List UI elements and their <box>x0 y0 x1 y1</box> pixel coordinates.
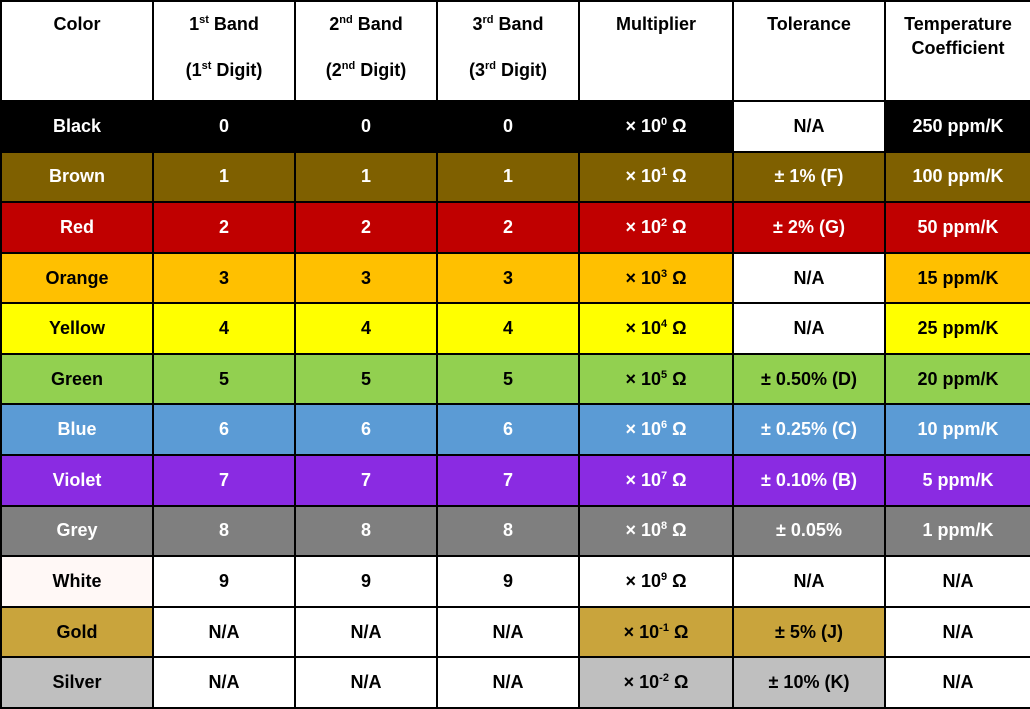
band1-digit-cell: 6 <box>153 404 295 455</box>
multiplier-exponent: 3 <box>660 267 668 280</box>
band3-digit-cell: 5 <box>437 354 579 405</box>
multiplier-base: × 10 <box>625 267 661 288</box>
band1-digit-cell: 5 <box>153 354 295 405</box>
band2-digit-cell: N/A <box>295 607 437 658</box>
band3-digit-cell: 2 <box>437 202 579 253</box>
multiplier-base: × 10 <box>625 520 661 541</box>
band3-digit-cell: 1 <box>437 152 579 203</box>
band2-digit-cell: 7 <box>295 455 437 506</box>
tolerance-cell: N/A <box>733 253 885 304</box>
multiplier-unit: Ω <box>673 621 689 642</box>
band3-digit-cell: N/A <box>437 607 579 658</box>
multiplier-cell <box>579 152 733 203</box>
table-row <box>1 607 1030 658</box>
tolerance-cell: N/A <box>733 101 885 152</box>
multiplier-exponent: 9 <box>660 570 668 583</box>
band2-digit-cell: N/A <box>295 657 437 708</box>
multiplier-exponent: 7 <box>660 469 668 482</box>
tolerance-cell: ± 1% (F) <box>733 152 885 203</box>
table-row <box>1 202 1030 253</box>
color-name-cell: Silver <box>1 657 153 708</box>
table-row <box>1 657 1030 708</box>
temperature-coefficient-cell: 1 ppm/K <box>885 506 1030 557</box>
multiplier-base: × 10 <box>625 570 661 591</box>
band1-digit-cell: 3 <box>153 253 295 304</box>
color-name-cell: Green <box>1 354 153 405</box>
temperature-coefficient-cell: 10 ppm/K <box>885 404 1030 455</box>
table-row <box>1 556 1030 607</box>
band2-digit-cell: 0 <box>295 101 437 152</box>
multiplier-exponent: -1 <box>659 621 669 634</box>
color-name-cell: Orange <box>1 253 153 304</box>
band3-digit-cell: 4 <box>437 303 579 354</box>
multiplier-cell <box>579 303 733 354</box>
tolerance-cell: N/A <box>733 556 885 607</box>
temperature-coefficient-cell: N/A <box>885 657 1030 708</box>
multiplier-unit: Ω <box>673 672 689 693</box>
temperature-coefficient-cell: 15 ppm/K <box>885 253 1030 304</box>
temperature-coefficient-cell: 50 ppm/K <box>885 202 1030 253</box>
band3-digit-cell: 3 <box>437 253 579 304</box>
band3-digit-cell: 6 <box>437 404 579 455</box>
tolerance-cell: ± 0.05% <box>733 506 885 557</box>
band2-digit-cell: 3 <box>295 253 437 304</box>
band1-digit-cell: 8 <box>153 506 295 557</box>
multiplier-unit: Ω <box>672 115 687 136</box>
table-row <box>1 303 1030 354</box>
band2-digit-cell: 2 <box>295 202 437 253</box>
band3-digit-cell: N/A <box>437 657 579 708</box>
color-name-cell: Blue <box>1 404 153 455</box>
multiplier-exponent: -2 <box>659 672 669 685</box>
multiplier-exponent: 8 <box>660 520 668 533</box>
color-name-cell: White <box>1 556 153 607</box>
multiplier-unit: Ω <box>672 216 687 237</box>
color-name-cell: Black <box>1 101 153 152</box>
multiplier-base: × 10 <box>625 469 661 490</box>
multiplier-base: × 10 <box>625 216 661 237</box>
band3-digit-cell: 8 <box>437 506 579 557</box>
multiplier-cell <box>579 607 733 658</box>
header-temperature-coefficient: Temperature Coefficient <box>885 1 1030 101</box>
band1-digit-cell: 1 <box>153 152 295 203</box>
band3-digit-cell: 9 <box>437 556 579 607</box>
band1-digit-cell: N/A <box>153 657 295 708</box>
temperature-coefficient-cell: 250 ppm/K <box>885 101 1030 152</box>
color-name-cell: Brown <box>1 152 153 203</box>
multiplier-exponent: 4 <box>660 318 668 331</box>
multiplier-exponent: 6 <box>660 419 668 432</box>
color-name-cell: Red <box>1 202 153 253</box>
band2-digit-cell: 5 <box>295 354 437 405</box>
multiplier-cell <box>579 253 733 304</box>
multiplier-unit: Ω <box>672 368 687 389</box>
table-row <box>1 152 1030 203</box>
header-band3: 3rd Band (3rd Digit) <box>437 1 579 101</box>
header-row <box>1 1 1030 101</box>
band2-digit-cell: 8 <box>295 506 437 557</box>
multiplier-base: × 10 <box>625 368 661 389</box>
temperature-coefficient-cell: 5 ppm/K <box>885 455 1030 506</box>
multiplier-cell <box>579 455 733 506</box>
multiplier-unit: Ω <box>672 318 687 339</box>
temperature-coefficient-cell: 100 ppm/K <box>885 152 1030 203</box>
multiplier-cell <box>579 101 733 152</box>
color-name-cell: Grey <box>1 506 153 557</box>
multiplier-unit: Ω <box>672 520 687 541</box>
band1-digit-cell: 9 <box>153 556 295 607</box>
multiplier-cell <box>579 202 733 253</box>
multiplier-unit: Ω <box>672 267 687 288</box>
band2-digit-cell: 6 <box>295 404 437 455</box>
header-band2: 2nd Band (2nd Digit) <box>295 1 437 101</box>
multiplier-exponent: 1 <box>660 166 668 179</box>
multiplier-unit: Ω <box>672 469 687 490</box>
color-name-cell: Violet <box>1 455 153 506</box>
table-row <box>1 354 1030 405</box>
band1-digit-cell: 4 <box>153 303 295 354</box>
band1-digit-cell: 0 <box>153 101 295 152</box>
tolerance-cell: ± 0.10% (B) <box>733 455 885 506</box>
multiplier-unit: Ω <box>672 419 687 440</box>
color-name-cell: Yellow <box>1 303 153 354</box>
band1-digit-cell: 2 <box>153 202 295 253</box>
table-row <box>1 506 1030 557</box>
band3-digit-cell: 0 <box>437 101 579 152</box>
multiplier-exponent: 5 <box>660 368 668 381</box>
multiplier-base: × 10 <box>623 672 660 693</box>
band3-digit-cell: 7 <box>437 455 579 506</box>
multiplier-cell <box>579 506 733 557</box>
multiplier-unit: Ω <box>672 166 687 187</box>
band1-digit-cell: N/A <box>153 607 295 658</box>
table-row <box>1 455 1030 506</box>
multiplier-base: × 10 <box>625 318 661 339</box>
multiplier-cell <box>579 556 733 607</box>
tolerance-cell: ± 0.50% (D) <box>733 354 885 405</box>
color-name-cell: Gold <box>1 607 153 658</box>
multiplier-exponent: 2 <box>660 216 668 229</box>
table-row <box>1 253 1030 304</box>
band2-digit-cell: 4 <box>295 303 437 354</box>
tolerance-cell: ± 2% (G) <box>733 202 885 253</box>
tolerance-cell: ± 0.25% (C) <box>733 404 885 455</box>
multiplier-unit: Ω <box>672 570 687 591</box>
table-row <box>1 101 1030 152</box>
temperature-coefficient-cell: N/A <box>885 607 1030 658</box>
multiplier-cell <box>579 354 733 405</box>
multiplier-base: × 10 <box>625 166 661 187</box>
multiplier-base: × 10 <box>623 621 660 642</box>
tolerance-cell: ± 10% (K) <box>733 657 885 708</box>
multiplier-cell <box>579 657 733 708</box>
header-multiplier: Multiplier <box>579 1 733 101</box>
header-color: Color <box>1 1 153 101</box>
temperature-coefficient-cell: 25 ppm/K <box>885 303 1030 354</box>
band2-digit-cell: 9 <box>295 556 437 607</box>
multiplier-exponent: 0 <box>660 115 668 128</box>
header-tolerance: Tolerance <box>733 1 885 101</box>
multiplier-base: × 10 <box>625 115 661 136</box>
band1-digit-cell: 7 <box>153 455 295 506</box>
temperature-coefficient-cell: N/A <box>885 556 1030 607</box>
band2-digit-cell: 1 <box>295 152 437 203</box>
tolerance-cell: N/A <box>733 303 885 354</box>
tolerance-cell: ± 5% (J) <box>733 607 885 658</box>
table-row <box>1 404 1030 455</box>
temperature-coefficient-cell: 20 ppm/K <box>885 354 1030 405</box>
multiplier-base: × 10 <box>625 419 661 440</box>
header-band1: 1st Band (1st Digit) <box>153 1 295 101</box>
multiplier-cell <box>579 404 733 455</box>
